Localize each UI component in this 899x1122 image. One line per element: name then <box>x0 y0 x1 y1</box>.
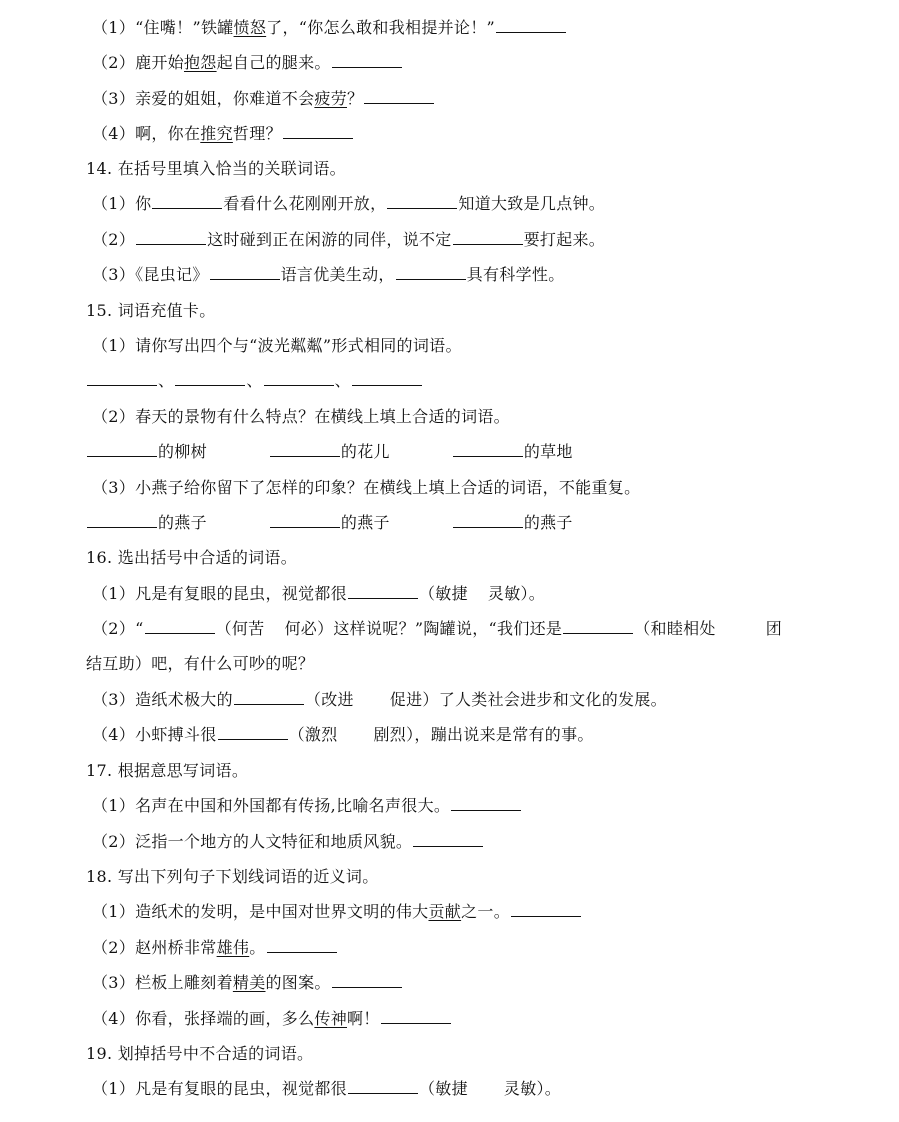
answer-blank[interactable] <box>381 1009 451 1024</box>
q13-item-1: （1）“住嘴！”铁罐愤怒了，“你怎么敢和我相提并论！” <box>92 18 567 38</box>
answer-blank[interactable] <box>332 53 402 68</box>
q16-item-3: （3）造纸术极大的 （改进 促进）了人类社会进步和文化的发展。 <box>92 690 667 709</box>
q18-item-1: （1）造纸术的发明，是中国对世界文明的伟大贡献之一。 <box>92 902 582 922</box>
answer-blank[interactable] <box>451 796 521 811</box>
q14-item-1: （1）你 看看什么花刚刚开放， 知道大致是几点钟。 <box>92 194 606 213</box>
answer-blank[interactable] <box>136 230 206 245</box>
answer-blank[interactable] <box>396 265 466 280</box>
answer-blank[interactable] <box>511 902 581 917</box>
q16-item-4: （4）小虾搏斗很 （激烈 剧烈），蹦出说来是常有的事。 <box>92 725 594 744</box>
answer-blank[interactable] <box>563 619 633 634</box>
answer-blank[interactable] <box>453 230 523 245</box>
q18-title: 18. 写出下列句子下划线词语的近义词。 <box>86 867 379 886</box>
q15-item-1: （1）请你写出四个与“波光粼粼”形式相同的词语。 <box>92 336 462 355</box>
answer-blank[interactable] <box>413 832 483 847</box>
q15-blank-row: 、 、 、 <box>86 371 423 391</box>
q17-item-1: （1）名声在中国和外国都有传扬,比喻名声很大。 <box>92 796 522 816</box>
q13-item-2: （2）鹿开始抱怨起自己的腿来。 <box>92 53 403 73</box>
answer-blank[interactable] <box>453 442 523 457</box>
q14-title: 14. 在括号里填入恰当的关联词语。 <box>86 159 346 178</box>
answer-blank[interactable] <box>270 442 340 457</box>
answer-blank[interactable] <box>87 442 157 457</box>
q18-item-3: （3）栏板上雕刻着精美的图案。 <box>92 973 403 993</box>
answer-blank[interactable] <box>145 619 215 634</box>
answer-blank[interactable] <box>267 938 337 953</box>
answer-blank[interactable] <box>87 513 157 528</box>
answer-blank[interactable] <box>270 513 340 528</box>
answer-blank[interactable] <box>175 371 245 386</box>
q15-item-3: （3）小燕子给你留下了怎样的印象？在横线上填上合适的词语，不能重复。 <box>92 478 641 497</box>
answer-blank[interactable] <box>87 371 157 386</box>
answer-blank[interactable] <box>264 371 334 386</box>
answer-blank[interactable] <box>234 690 304 705</box>
q14-item-2: （2） 这时碰到正在闲游的同伴，说不定 要打起来。 <box>92 230 606 249</box>
q13-item-4: （4）啊，你在推究哲理？ <box>92 124 354 144</box>
q15-item-2: （2）春天的景物有什么特点？在横线上填上合适的词语。 <box>92 407 510 426</box>
q13-item-3: （3）亲爱的姐姐，你难道不会疲劳？ <box>92 89 435 109</box>
q19-item-1: （1）凡是有复眼的昆虫，视觉都很 （敏捷 灵敏）。 <box>92 1079 562 1098</box>
answer-blank[interactable] <box>218 725 288 740</box>
q19-title: 19. 划掉括号中不合适的词语。 <box>86 1044 314 1063</box>
q15-spring-row: 的柳树 的花儿 的草地 <box>86 442 573 462</box>
answer-blank[interactable] <box>496 18 566 33</box>
q18-item-2: （2）赵州桥非常雄伟。 <box>92 938 338 958</box>
answer-blank[interactable] <box>387 194 457 209</box>
answer-blank[interactable] <box>283 124 353 139</box>
answer-blank[interactable] <box>210 265 280 280</box>
answer-blank[interactable] <box>348 1079 418 1094</box>
q14-item-3: （3）《昆虫记》 语言优美生动， 具有科学性。 <box>92 265 565 284</box>
answer-blank[interactable] <box>332 973 402 988</box>
q15-title: 15. 词语充值卡。 <box>86 301 216 320</box>
q18-item-4: （4）你看，张择端的画，多么传神啊！ <box>92 1009 452 1029</box>
answer-blank[interactable] <box>453 513 523 528</box>
q15-swallow-row: 的燕子 的燕子 的燕子 <box>86 513 573 533</box>
answer-blank[interactable] <box>352 371 422 386</box>
answer-blank[interactable] <box>364 89 434 104</box>
answer-blank[interactable] <box>348 584 418 599</box>
q16-item-1: （1）凡是有复眼的昆虫，视觉都很 （敏捷 灵敏）。 <box>92 584 546 603</box>
q17-item-2: （2）泛指一个地方的人文特征和地质风貌。 <box>92 832 484 852</box>
q16-title: 16. 选出括号中合适的词语。 <box>86 548 298 567</box>
q17-title: 17. 根据意思写词语。 <box>86 761 249 780</box>
q16-item-2: （2）“ （何苦 何必）这样说呢？”陶罐说，“我们还是 （和睦相处 团 <box>92 619 783 638</box>
q16-item-2-cont: 结互助）吧，有什么可吵的呢？ <box>86 654 315 673</box>
answer-blank[interactable] <box>152 194 222 209</box>
